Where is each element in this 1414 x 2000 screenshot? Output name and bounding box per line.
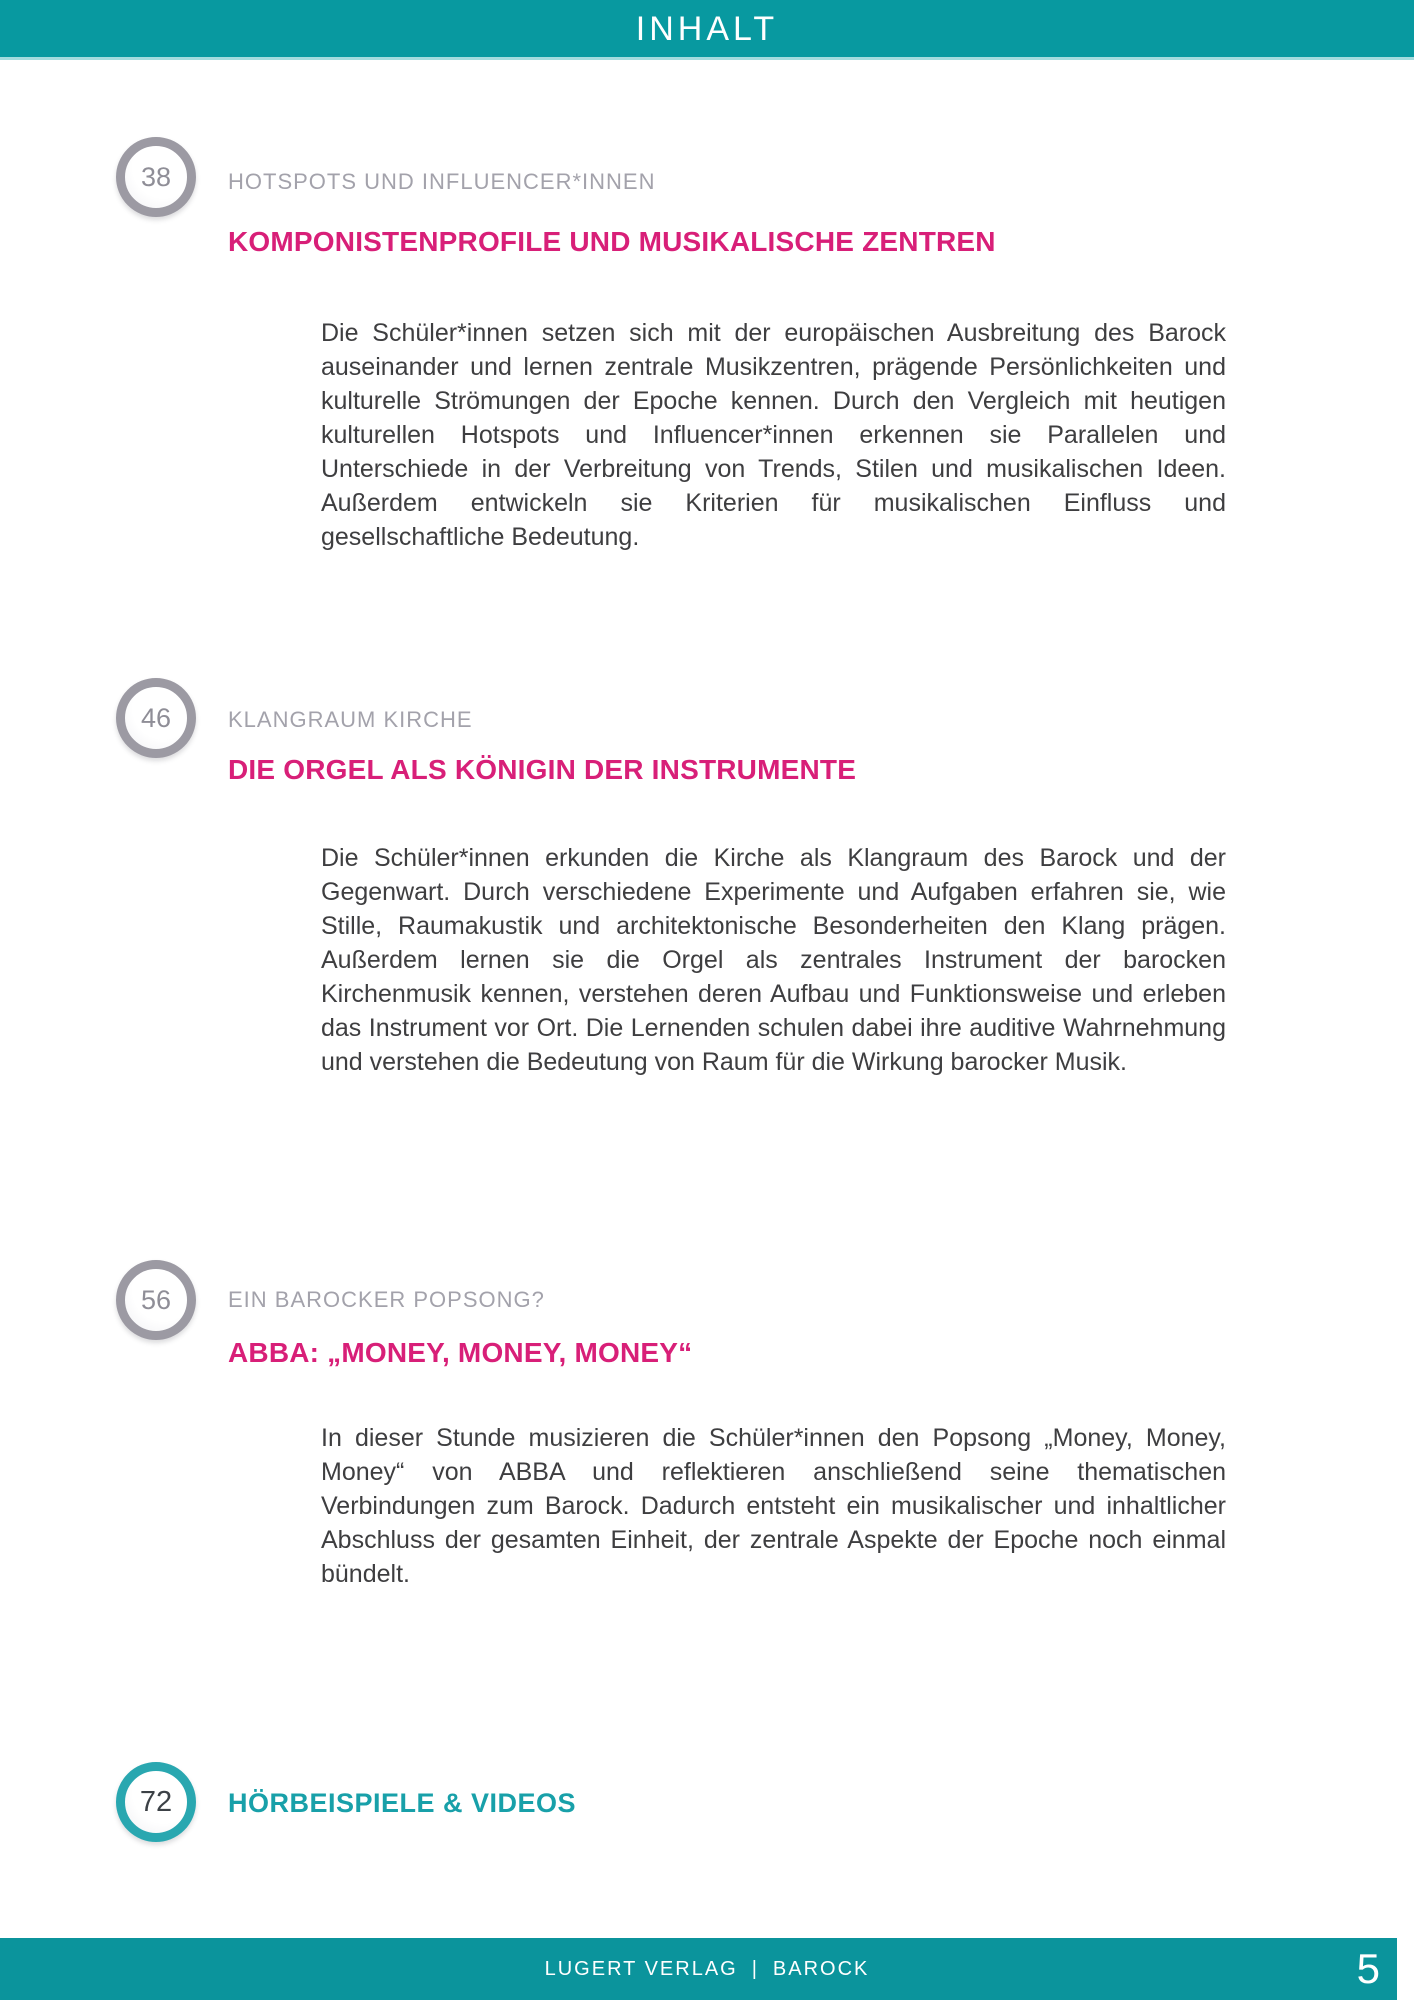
page-number-badge bbox=[116, 678, 196, 758]
section-subtitle: HOTSPOTS UND INFLUENCER*INNEN bbox=[228, 169, 656, 194]
footer-page-number: 5 bbox=[1356, 1945, 1380, 1992]
footer-publisher: LUGERT VERLAG bbox=[544, 1957, 738, 1980]
section-title: KOMPONISTENPROFILE UND MUSIKALISCHE ZENTREN bbox=[228, 226, 996, 257]
page-number: 56 bbox=[140, 1284, 172, 1315]
footer-series: BAROCK bbox=[772, 1957, 870, 1980]
header-bar bbox=[0, 0, 1414, 60]
section-subtitle: KLANGRAUM KIRCHE bbox=[228, 707, 473, 732]
page-number-badge bbox=[116, 1260, 196, 1340]
section-title: DIE ORGEL ALS KÖNIGIN DER INSTRUMENTE bbox=[228, 754, 857, 785]
section-description: Die Schüler*innen setzen sich mit der europäischen Ausbreitung des Barock auseinander und lernen zentrale Musikzentren, prägende Persönlichkeiten und kulturelle Strömungen der Epoche kennen. Durch den Vergleich mit heutigen kulturellen Hotspots und Influencer*innen erkennen sie Parallelen und Unterschiede in der Verbreitung von Trends, Stilen und musikalischen Ideen. Außerdem entwickeln sie Kriterien für musikalischen Einfluss und gesellschaftliche Bedeutung. bbox=[321, 319, 1226, 551]
section-title: ABBA: „MONEY, MONEY, MONEY“ bbox=[228, 1337, 693, 1368]
page-number-badge bbox=[116, 137, 196, 217]
page-number: 46 bbox=[140, 702, 172, 733]
footer-bar bbox=[0, 1938, 1397, 2000]
page-number-badge bbox=[116, 1762, 196, 1842]
section-description: In dieser Stunde musizieren die Schüler*innen den Popsong „Money, Money, Money“ von ABBA und reflektieren anschließend seine thematischen Verbindungen zum Barock. Dadurch entsteht ein musikalischer und inhaltlicher Abschluss der gesamten Einheit, der zentrale Aspekte der Epoche noch einmal bündelt. bbox=[321, 1424, 1226, 1588]
section-description: Die Schüler*innen erkunden die Kirche als Klangraum des Barock und der Gegenwart. Durch verschiedene Experimente und Aufgaben erfahren sie, wie Stille, Raumakustik und architektonische Besonderheiten den Klang prägen. Außerdem lernen sie die Orgel als zentrales Instrument der barocken Kirchenmusik kennen, verstehen deren Aufbau und Funktionsweise und erleben das Instrument vor Ort. Die Lernenden schulen dabei ihre auditive Wahrnehmung und verstehen die Bedeutung von Raum für die Wirkung barocker Musik. bbox=[321, 844, 1226, 1076]
footer-separator: | bbox=[751, 1957, 759, 1980]
section-title: HÖRBEISPIELE & VIDEOS bbox=[228, 1788, 577, 1818]
section-subtitle: EIN BAROCKER POPSONG? bbox=[228, 1287, 545, 1312]
page-number: 72 bbox=[139, 1785, 173, 1818]
page-number: 38 bbox=[140, 161, 172, 192]
page-title: INHALT bbox=[635, 9, 779, 48]
